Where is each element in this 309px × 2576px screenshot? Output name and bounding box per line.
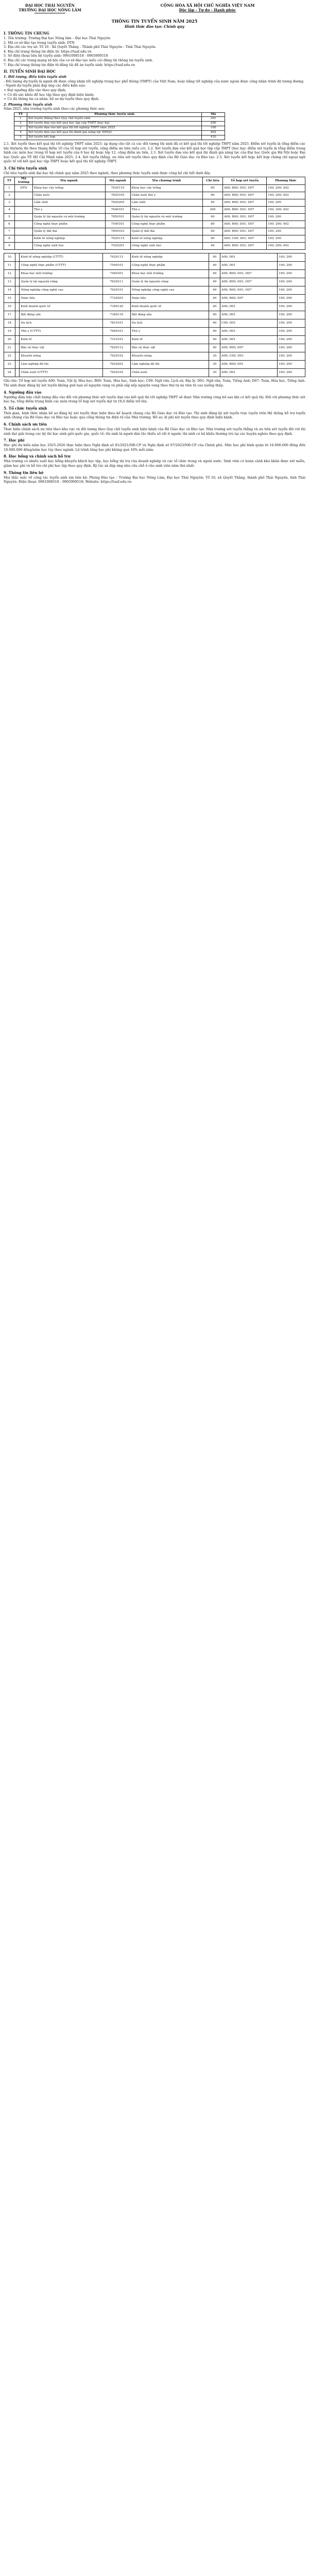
table-cell: Du lịch bbox=[130, 319, 209, 328]
table-cell: Nông nghiệp công nghệ cao bbox=[20, 286, 103, 295]
paragraph: Thời gian, hình thức nhận hồ sơ đăng ký xét tuyển thực hiện theo kế hoạch chung của Bộ Giáo dục và Đào tạo. Thí sinh đăng ký xét tuyển trực tuyến trên Hệ thống hỗ trợ tuyển sinh chung của Bộ Giáo dục và Đào tạo hoặc qua cổng thông tin điện tử của Nhà trường. Hồ sơ, lệ phí xét tuyển theo quy định hiện hành. bbox=[4, 411, 305, 420]
table-cell: A00; C00; D01 bbox=[220, 352, 278, 361]
table-cell: 7440301 bbox=[102, 270, 130, 278]
table-cell: Bất động sản bbox=[130, 311, 209, 319]
table-cell bbox=[15, 361, 20, 369]
table-cell: 14 bbox=[4, 286, 15, 295]
section-heading: 6. Chính sách ưu tiên bbox=[4, 422, 47, 427]
table-row bbox=[4, 228, 305, 235]
table-row bbox=[4, 286, 305, 295]
table-cell: Nông nghiệp công nghệ cao bbox=[130, 286, 209, 295]
table-cell: 100; 200 bbox=[267, 228, 305, 235]
table-cell: Thú y (CTTT) bbox=[20, 328, 103, 336]
table-cell: 19 bbox=[4, 328, 15, 336]
paragraph: Học phí dự kiến năm học 2025-2026 thực hiện theo Nghị định số 81/2021/NĐ-CP và Nghị định số 97/2023/NĐ-CP của Chính phủ. Mức học phí bình quân từ 16.000.000 đồng đến 18.000.000 đồng/năm học tùy theo ngành. Lộ trình tăng học phí không quá 10% mỗi năm. bbox=[4, 443, 305, 452]
table-cell: 4 bbox=[4, 207, 15, 214]
national-motto: Độc lập - Tự do - Hạnh phúc bbox=[179, 8, 236, 12]
table-cell: 7640101 bbox=[105, 207, 130, 214]
col-header: Phương thức tuyển sinh bbox=[27, 112, 202, 116]
table-cell: Chăn nuôi (CTTT) bbox=[20, 369, 103, 377]
col-header: TT bbox=[14, 112, 27, 116]
table-cell bbox=[15, 369, 20, 377]
table-row bbox=[14, 116, 225, 121]
paragraph: + Đạt ngưỡng đầu vào theo quy định; bbox=[4, 88, 66, 92]
document-header bbox=[4, 3, 305, 13]
table-cell: 100; 200 bbox=[278, 328, 305, 336]
table-cell bbox=[15, 352, 20, 361]
table-cell: Kinh tế nông nghiệp bbox=[33, 235, 106, 243]
table-cell: 410 bbox=[202, 135, 225, 140]
table-cell: 30 bbox=[209, 352, 220, 361]
table-row bbox=[4, 311, 305, 319]
majors-table bbox=[4, 177, 305, 250]
table-cell: 100; 200 bbox=[278, 303, 305, 311]
table-cell: Công nghệ thực phẩm (CTTT) bbox=[20, 262, 103, 270]
table-cell: A00; B00; D01; D07 bbox=[223, 185, 267, 192]
table-cell: 7310101 bbox=[102, 336, 130, 344]
table-row bbox=[4, 235, 305, 243]
table-row bbox=[4, 253, 305, 262]
table-row bbox=[4, 344, 305, 352]
table-cell: 7620202 bbox=[102, 361, 130, 369]
document-subtitle: Hình thức đào tạo: Chính quy bbox=[125, 24, 184, 29]
table-header-row bbox=[14, 112, 225, 116]
section-heading: II. TUYỂN SINH ĐẠI HỌC bbox=[4, 69, 56, 74]
table-cell: Khuyến nông bbox=[130, 352, 209, 361]
table-cell: 60 bbox=[203, 214, 223, 221]
document-title: THÔNG TIN TUYỂN SINH NĂM 2025 bbox=[111, 19, 198, 24]
section-heading: 3. Chỉ tiêu tuyển sinh bbox=[4, 165, 47, 171]
col-header: Tên chương trình bbox=[130, 177, 203, 185]
table-row bbox=[4, 278, 305, 286]
table-cell: A00; D01 bbox=[220, 311, 278, 319]
table-cell: C00; D01 bbox=[220, 319, 278, 328]
table-cell: 7620102 bbox=[102, 352, 130, 361]
table-cell: 100; 200; 402 bbox=[267, 207, 305, 214]
table-cell: 100; 200 bbox=[278, 344, 305, 352]
table-cell: 7340120 bbox=[102, 303, 130, 311]
table-cell: Thú y bbox=[130, 328, 209, 336]
table-row bbox=[4, 270, 305, 278]
table-cell: 2 bbox=[14, 121, 27, 126]
table-cell: 9 bbox=[4, 243, 15, 250]
table-cell: 7620105 bbox=[105, 192, 130, 199]
table-cell: 40 bbox=[203, 199, 223, 207]
table-cell: 60 bbox=[203, 228, 223, 235]
paragraph: Mọi thắc mắc về công tác tuyển sinh xin liên hệ: Phòng Đào tạo – Trường Đại học Nông Lâm, Đại học Thái Nguyên; Tổ 10, xã Quyết Thắng, thành phố Thái Nguyên, tỉnh Thái Nguyên. Điện thoại: 0961008518 - 0965909518; Website: https://tuaf.edu.vn bbox=[4, 475, 305, 484]
majors-table-continued-body bbox=[4, 253, 305, 377]
table-cell: 40 bbox=[209, 278, 220, 286]
table-cell: 16 bbox=[4, 303, 15, 311]
table-row bbox=[4, 199, 305, 207]
paragraph: - Người dự tuyển phải đáp ứng các điều kiện sau: bbox=[4, 83, 86, 88]
table-cell: Quản lý đất đai bbox=[33, 228, 106, 235]
col-header: TT bbox=[4, 177, 15, 185]
table-cell bbox=[15, 303, 20, 311]
table-cell bbox=[15, 253, 20, 262]
table-cell: Quản lý tài nguyên và môi trường bbox=[33, 214, 106, 221]
document-page bbox=[4, 0, 305, 484]
methods-table-body bbox=[14, 116, 225, 140]
table-cell: Kinh doanh quốc tế bbox=[130, 303, 209, 311]
table-cell: DTN bbox=[15, 185, 33, 192]
table-cell: 40 bbox=[203, 243, 223, 250]
table-cell: 100; 200 bbox=[267, 235, 305, 243]
table-cell: 40 bbox=[209, 286, 220, 295]
table-cell: 40 bbox=[209, 262, 220, 270]
paragraph: - Đối tượng dự tuyển là người đã được công nhận tốt nghiệp trung học phổ thông (THPT) của Việt Nam, hoặc bằng tốt nghiệp của nước ngoài được công nhận trình độ tương đương. bbox=[4, 79, 305, 83]
table-cell: 7720203 bbox=[102, 295, 130, 303]
table-cell: 100; 200; 402 bbox=[267, 243, 305, 250]
table-cell: 100; 200 bbox=[278, 336, 305, 344]
table-cell: Bảo vệ thực vật bbox=[130, 344, 209, 352]
section-heading: 9. Thông tin liên hệ bbox=[4, 470, 44, 475]
table-cell: Lâm sinh bbox=[130, 199, 203, 207]
table-cell bbox=[15, 344, 20, 352]
section-heading: I. THÔNG TIN CHUNG bbox=[4, 31, 49, 36]
table-cell: Kinh tế nông nghiệp bbox=[130, 253, 209, 262]
table-cell: 100; 200 bbox=[278, 286, 305, 295]
table-cell: Xét tuyển dựa vào kết quả thi tốt nghiệp THPT năm 2025 bbox=[27, 126, 202, 130]
table-cell: 301 bbox=[202, 116, 225, 121]
table-cell: A00; B00; D01 bbox=[220, 361, 278, 369]
col-header: Mã ngành bbox=[105, 177, 130, 185]
table-cell: Kinh tế bbox=[130, 336, 209, 344]
table-cell: 3 bbox=[14, 126, 27, 130]
table-cell: Thú y bbox=[130, 207, 203, 214]
section-heading: 4. Ngưỡng đầu vào bbox=[4, 389, 42, 395]
school-name: TRƯỜNG ĐẠI HỌC NÔNG LÂM bbox=[19, 8, 81, 12]
table-header-row bbox=[4, 177, 305, 185]
table-row bbox=[4, 243, 305, 250]
table-cell: 8 bbox=[4, 235, 15, 243]
table-cell bbox=[15, 207, 33, 214]
table-cell: Xét tuyển dựa vào kết quả thi đánh giá năng lực ĐHQG bbox=[27, 130, 202, 135]
table-cell: A00; B00; D01; D07 bbox=[223, 192, 267, 199]
table-cell bbox=[15, 243, 33, 250]
table-cell: Bất động sản bbox=[20, 311, 103, 319]
subsection-heading: 1. Đối tượng, điều kiện tuyển sinh bbox=[4, 75, 67, 79]
table-cell: A00; B00; D07 bbox=[220, 295, 278, 303]
table-cell: Quản lý tài nguyên rừng bbox=[130, 278, 209, 286]
table-cell: 30 bbox=[209, 361, 220, 369]
table-cell: 100; 200 bbox=[278, 262, 305, 270]
table-cell: 10 bbox=[4, 253, 15, 262]
table-cell: 40 bbox=[209, 303, 220, 311]
table-cell: 7850101 bbox=[105, 214, 130, 221]
table-cell: A00; B00; D01; D07 bbox=[223, 199, 267, 207]
table-cell: Chăn nuôi thú y bbox=[130, 192, 203, 199]
table-cell: 100; 200 bbox=[278, 369, 305, 377]
table-cell: 100; 200 bbox=[278, 295, 305, 303]
table-row bbox=[14, 130, 225, 135]
table-cell: Khoa học cây trồng bbox=[33, 185, 106, 192]
table-cell: 1 bbox=[4, 185, 15, 192]
national-block bbox=[110, 3, 305, 13]
table-cell: Thú y bbox=[33, 207, 106, 214]
table-cell: 21 bbox=[4, 344, 15, 352]
table-cell: 7620105 bbox=[102, 369, 130, 377]
table-row bbox=[4, 192, 305, 199]
table-cell: A00; B00; D01; D07 bbox=[223, 243, 267, 250]
table-row bbox=[4, 352, 305, 361]
table-cell bbox=[15, 228, 33, 235]
table-cell: A00; B00; D01; D07 bbox=[220, 278, 278, 286]
table-cell: A00; D01 bbox=[220, 303, 278, 311]
table-cell: Lâm sinh bbox=[33, 199, 106, 207]
table-cell: Quản lý tài nguyên rừng bbox=[20, 278, 103, 286]
col-header: Chỉ tiêu bbox=[203, 177, 223, 185]
info-line: 7. Địa chỉ trang thông tin điện tử đăng tải đề án tuyển sinh: https://tuaf.edu.vn bbox=[4, 62, 135, 67]
table-cell: Bảo vệ thực vật bbox=[20, 344, 103, 352]
issuer-block bbox=[4, 3, 96, 13]
table-cell: 40 bbox=[209, 295, 220, 303]
section-heading: 7. Học phí bbox=[4, 438, 25, 443]
table-cell: Công nghệ thực phẩm bbox=[130, 262, 209, 270]
table-cell: 40 bbox=[209, 311, 220, 319]
col-header: Tổ hợp xét tuyển bbox=[223, 177, 267, 185]
info-line: 2. Mã cơ sở đào tạo trong tuyển sinh: DTN bbox=[4, 40, 75, 45]
table-cell: 12 bbox=[4, 270, 15, 278]
table-cell: Quản lý tài nguyên và môi trường bbox=[130, 214, 203, 221]
methods-table bbox=[14, 112, 225, 140]
table-cell: 40 bbox=[209, 253, 220, 262]
table-cell: 5 bbox=[4, 214, 15, 221]
table-cell: A00; D01 bbox=[220, 369, 278, 377]
table-cell: Lâm nghiệp đô thị bbox=[20, 361, 103, 369]
table-cell: 100; 200 bbox=[267, 199, 305, 207]
table-cell: 7620115 bbox=[102, 253, 130, 262]
paragraph: Nhà trường có nhiều suất học bổng khuyến khích học tập, học bổng tài trợ của doanh nghiệp và các tổ chức trong và ngoài nước. Sinh viên có hoàn cảnh khó khăn được xét miễn, giảm học phí và hỗ trợ chi phí học tập theo quy định. Ký túc xá đáp ứng nhu cầu chỗ ở cho sinh viên năm thứ nhất. bbox=[4, 459, 305, 468]
table-cell: 100; 200; 402 bbox=[267, 185, 305, 192]
table-cell: 15 bbox=[4, 295, 15, 303]
table-cell: Khoa học cây trồng bbox=[130, 185, 203, 192]
table-row bbox=[4, 361, 305, 369]
table-cell: 7620110 bbox=[105, 185, 130, 192]
table-cell: 7850103 bbox=[105, 228, 130, 235]
table-cell: Xét tuyển kết hợp bbox=[27, 135, 202, 140]
table-cell bbox=[15, 221, 33, 228]
info-line: 3. Địa chỉ các trụ sở: Tổ 10 - Xã Quyết Thắng - Thành phố Thái Nguyên - Tỉnh Thái Nguyên. bbox=[4, 45, 157, 49]
table-cell: Khoa học môi trường bbox=[130, 270, 209, 278]
table-cell: Chăn nuôi bbox=[130, 369, 209, 377]
table-cell: 100; 200 bbox=[267, 214, 305, 221]
info-line: 6. Địa chỉ các trang mạng xã hội của cơ sở đào tạo (nếu có) đăng tải thông tin tuyển sinh. bbox=[4, 58, 153, 62]
table-cell: 80 bbox=[203, 192, 223, 199]
info-line: 5. Số điện thoại liên hệ tuyển sinh: 0961008518 - 0965909518 bbox=[4, 54, 108, 58]
table-cell: 200 bbox=[203, 207, 223, 214]
paragraph: Chỉ tiêu tuyển sinh đại học hệ chính quy năm 2025 theo ngành, theo phương thức tuyển sinh được công bố chi tiết dưới đây. bbox=[4, 171, 211, 175]
table-cell: Lâm nghiệp đô thị bbox=[130, 361, 209, 369]
table-note: Ghi chú: Tổ hợp xét tuyển A00: Toán, Vật lý, Hóa học; B00: Toán, Hóa học, Sinh học; C00: Ngữ văn, Lịch sử, Địa lý; D01: Ngữ văn, Toán, Tiếng Anh; D07: Toán, Hóa học, Tiếng Anh. Thí sinh được đăng ký xét tuyển không giới hạn số nguyện vọng và phải sắp xếp nguyện vọng theo thứ tự ưu tiên từ cao xuống thấp. bbox=[4, 379, 305, 388]
table-cell: 80 bbox=[203, 221, 223, 228]
subsection-heading: 2. Phương thức tuyển sinh bbox=[4, 102, 53, 107]
paragraph: Ngưỡng đảm bảo chất lượng đầu vào đối với phương thức xét tuyển dựa vào kết quả thi tốt nghiệp THPT sẽ được Nhà trường công bố sau khi có kết quả thi. Đối với phương thức xét học bạ, tổng điểm trung bình các môn trong tổ hợp xét tuyển đạt từ 18,0 điểm trở lên. bbox=[4, 395, 305, 404]
table-cell: Kinh tế bbox=[20, 336, 103, 344]
table-cell bbox=[15, 270, 20, 278]
table-row bbox=[4, 328, 305, 336]
table-cell: 7620101 bbox=[102, 286, 130, 295]
table-cell: 100; 200 bbox=[278, 352, 305, 361]
table-cell: A00; D01 bbox=[220, 253, 278, 262]
table-cell: Dược liệu bbox=[130, 295, 209, 303]
col-header: Phương thức bbox=[267, 177, 305, 185]
table-cell: 7620211 bbox=[102, 278, 130, 286]
table-cell: Chăn nuôi bbox=[33, 192, 106, 199]
table-cell: Kinh doanh quốc tế bbox=[20, 303, 103, 311]
table-cell: 2 bbox=[4, 192, 15, 199]
table-cell: A00; B00; D01; D07 bbox=[220, 270, 278, 278]
table-cell: Kinh tế nông nghiệp (CTTT) bbox=[20, 253, 103, 262]
table-row bbox=[4, 303, 305, 311]
table-cell: 3 bbox=[4, 199, 15, 207]
table-cell: Xét tuyển thẳng theo Quy chế tuyển sinh bbox=[27, 116, 202, 121]
table-cell: 20 bbox=[4, 336, 15, 344]
methods-detail: 2.1. Xét tuyển theo kết quả thi tốt nghiệp THPT năm 2025: áp dụng cho tất cả các đối tượng thí sinh đã có kết quả thi tốt nghiệp THPT năm 2025. Điểm xét tuyển là tổng điểm các bài thi/môn thi theo thang điểm 10 của tổ hợp xét tuyển, cộng điểm ưu tiên (nếu có). 2.2. Xét tuyển dựa vào kết quả học tập cấp THPT (học bạ): điểm xét tuyển là tổng điểm trung bình các môn học trong tổ hợp xét tuyển của 6 học kỳ hoặc lớp 12, cộng điểm ưu tiên. 2.3. Xét tuyển dựa vào kết quả thi đánh giá năng lực của Đại học Quốc gia Hà Nội hoặc Đại học Quốc gia TP. Hồ Chí Minh năm 2025. 2.4. Xét tuyển thẳng, ưu tiên xét tuyển theo quy định của Bộ Giáo dục và Đào tạo. 2.5. Xét tuyển kết hợp: kết hợp chứng chỉ ngoại ngữ quốc tế với kết quả học tập THPT hoặc kết quả thi tốt nghiệp THPT. bbox=[4, 141, 305, 164]
table-cell: 7620112 bbox=[102, 344, 130, 352]
table-cell bbox=[15, 295, 20, 303]
table-cell: 402 bbox=[202, 130, 225, 135]
table-cell: Công nghệ sinh học bbox=[130, 243, 203, 250]
table-row bbox=[4, 319, 305, 328]
table-cell: 30 bbox=[209, 369, 220, 377]
table-row bbox=[4, 336, 305, 344]
table-cell: 100; 200 bbox=[278, 319, 305, 328]
table-cell: 7810101 bbox=[102, 319, 130, 328]
table-cell: 7540101 bbox=[105, 221, 130, 228]
table-row bbox=[14, 135, 225, 140]
table-cell: Quản lý đất đai bbox=[130, 228, 203, 235]
table-cell: A00; B00; D01; D07 bbox=[220, 286, 278, 295]
table-cell: 200 bbox=[202, 121, 225, 126]
section-heading: 8. Học bổng và chính sách hỗ trợ bbox=[4, 454, 71, 459]
table-cell: 18 bbox=[4, 319, 15, 328]
table-row bbox=[4, 262, 305, 270]
majors-table-body bbox=[4, 185, 305, 250]
table-cell: A00; B00; D07 bbox=[220, 344, 278, 352]
table-cell: 100; 200; 402 bbox=[267, 192, 305, 199]
col-header: Mã bbox=[202, 112, 225, 116]
table-cell: 7620115 bbox=[105, 235, 130, 243]
table-cell: 7640101 bbox=[102, 328, 130, 336]
table-cell: 5 bbox=[14, 135, 27, 140]
agency-name: ĐẠI HỌC THÁI NGUYÊN bbox=[25, 3, 75, 8]
table-cell bbox=[15, 235, 33, 243]
table-cell: Công nghệ thực phẩm bbox=[33, 221, 106, 228]
table-cell: 17 bbox=[4, 311, 15, 319]
table-cell: 1 bbox=[14, 116, 27, 121]
table-cell bbox=[15, 214, 33, 221]
table-cell: 7540101 bbox=[102, 262, 130, 270]
paragraph: + Có đủ sức khỏe để học tập theo quy định hiện hành; bbox=[4, 92, 95, 97]
table-cell: 4 bbox=[14, 130, 27, 135]
table-cell: 100; 200; 402 bbox=[267, 221, 305, 228]
section-heading: 5. Tổ chức tuyển sinh bbox=[4, 405, 47, 411]
table-cell: A00; B00; D01; D07 bbox=[223, 207, 267, 214]
table-cell: 40 bbox=[209, 328, 220, 336]
table-cell: Dược liệu bbox=[20, 295, 103, 303]
table-cell bbox=[15, 286, 20, 295]
table-cell: A00; D01 bbox=[220, 328, 278, 336]
table-cell: A00; B00; D01; D07 bbox=[223, 228, 267, 235]
table-cell: 100; 200 bbox=[278, 270, 305, 278]
table-cell: A00; B00; D01; D07 bbox=[223, 214, 267, 221]
table-cell: 22 bbox=[4, 352, 15, 361]
table-cell: Công nghệ sinh học bbox=[33, 243, 106, 250]
table-cell: 100; 200 bbox=[278, 361, 305, 369]
table-cell: Kinh tế nông nghiệp bbox=[130, 235, 203, 243]
table-cell: 7620205 bbox=[105, 199, 130, 207]
table-cell bbox=[15, 199, 33, 207]
table-cell bbox=[15, 336, 20, 344]
table-cell bbox=[15, 262, 20, 270]
table-row bbox=[14, 126, 225, 130]
table-cell: 6 bbox=[4, 221, 15, 228]
table-cell: A00; D01 bbox=[220, 336, 278, 344]
table-row bbox=[4, 369, 305, 377]
col-header: Mã trường bbox=[15, 177, 33, 185]
table-row bbox=[4, 295, 305, 303]
table-row bbox=[4, 221, 305, 228]
table-cell: 13 bbox=[4, 278, 15, 286]
table-cell bbox=[15, 319, 20, 328]
table-cell: 100 bbox=[202, 126, 225, 130]
table-cell: 7340116 bbox=[102, 311, 130, 319]
table-cell: 40 bbox=[209, 319, 220, 328]
table-cell: Công nghệ thực phẩm bbox=[130, 221, 203, 228]
table-cell bbox=[15, 328, 20, 336]
info-line: 1. Tên trường: Trường Đại học Nông lâm – Đại học Thái Nguyên bbox=[4, 36, 111, 40]
table-cell: 40 bbox=[209, 270, 220, 278]
table-cell bbox=[15, 278, 20, 286]
table-cell: Khuyến nông bbox=[20, 352, 103, 361]
nation-name: CỘNG HÒA XÃ HỘI CHỦ NGHĨA VIỆT NAM bbox=[160, 3, 255, 8]
table-cell: 100; 200 bbox=[278, 278, 305, 286]
table-cell: 40 bbox=[209, 344, 220, 352]
table-cell: 11 bbox=[4, 262, 15, 270]
table-row bbox=[4, 214, 305, 221]
table-cell: Khoa học môi trường bbox=[20, 270, 103, 278]
table-cell: 23 bbox=[4, 361, 15, 369]
info-line: 4. Địa chỉ trang thông tin điện tử: https://tuaf.edu.vn bbox=[4, 49, 92, 54]
table-cell bbox=[15, 311, 20, 319]
table-row bbox=[4, 185, 305, 192]
table-cell: Xét tuyển dựa vào kết quả học tập cấp THPT (học bạ) bbox=[27, 121, 202, 126]
table-cell: 7420201 bbox=[105, 243, 130, 250]
paragraph: Thực hiện chính sách ưu tiên theo khu vực và đối tượng theo Quy chế tuyển sinh hiện hành của Bộ Giáo dục và Đào tạo. Nhà trường xét tuyển thẳng và ưu tiên xét tuyển đối với thí sinh đạt giải trong các kỳ thi học sinh giỏi quốc gia, quốc tế; thí sinh là người dân tộc thiểu số rất ít người; thí sinh có hộ khẩu thường trú tại các huyện nghèo theo quy định. bbox=[4, 427, 305, 436]
table-cell: 40 bbox=[209, 336, 220, 344]
table-cell: Du lịch bbox=[20, 319, 103, 328]
paragraph: + Có đủ thông tin cá nhân, hồ sơ dự tuyển theo quy định. bbox=[4, 97, 99, 101]
table-cell: 60 bbox=[203, 235, 223, 243]
table-row bbox=[14, 121, 225, 126]
table-cell: 24 bbox=[4, 369, 15, 377]
table-cell: A00; C00; D01; D07 bbox=[223, 235, 267, 243]
table-cell: 60 bbox=[203, 185, 223, 192]
table-cell bbox=[15, 192, 33, 199]
paragraph: Năm 2025, nhà trường tuyển sinh theo các phương thức sau: bbox=[4, 107, 106, 111]
table-cell: 100; 200 bbox=[278, 253, 305, 262]
table-cell: A00; D01 bbox=[220, 262, 278, 270]
majors-table-continued bbox=[4, 253, 305, 377]
table-row bbox=[4, 207, 305, 214]
table-cell: 100; 200 bbox=[278, 311, 305, 319]
table-cell: A00; B00; D01; D07 bbox=[223, 221, 267, 228]
col-header: Tên ngành bbox=[33, 177, 106, 185]
table-cell: 7 bbox=[4, 228, 15, 235]
